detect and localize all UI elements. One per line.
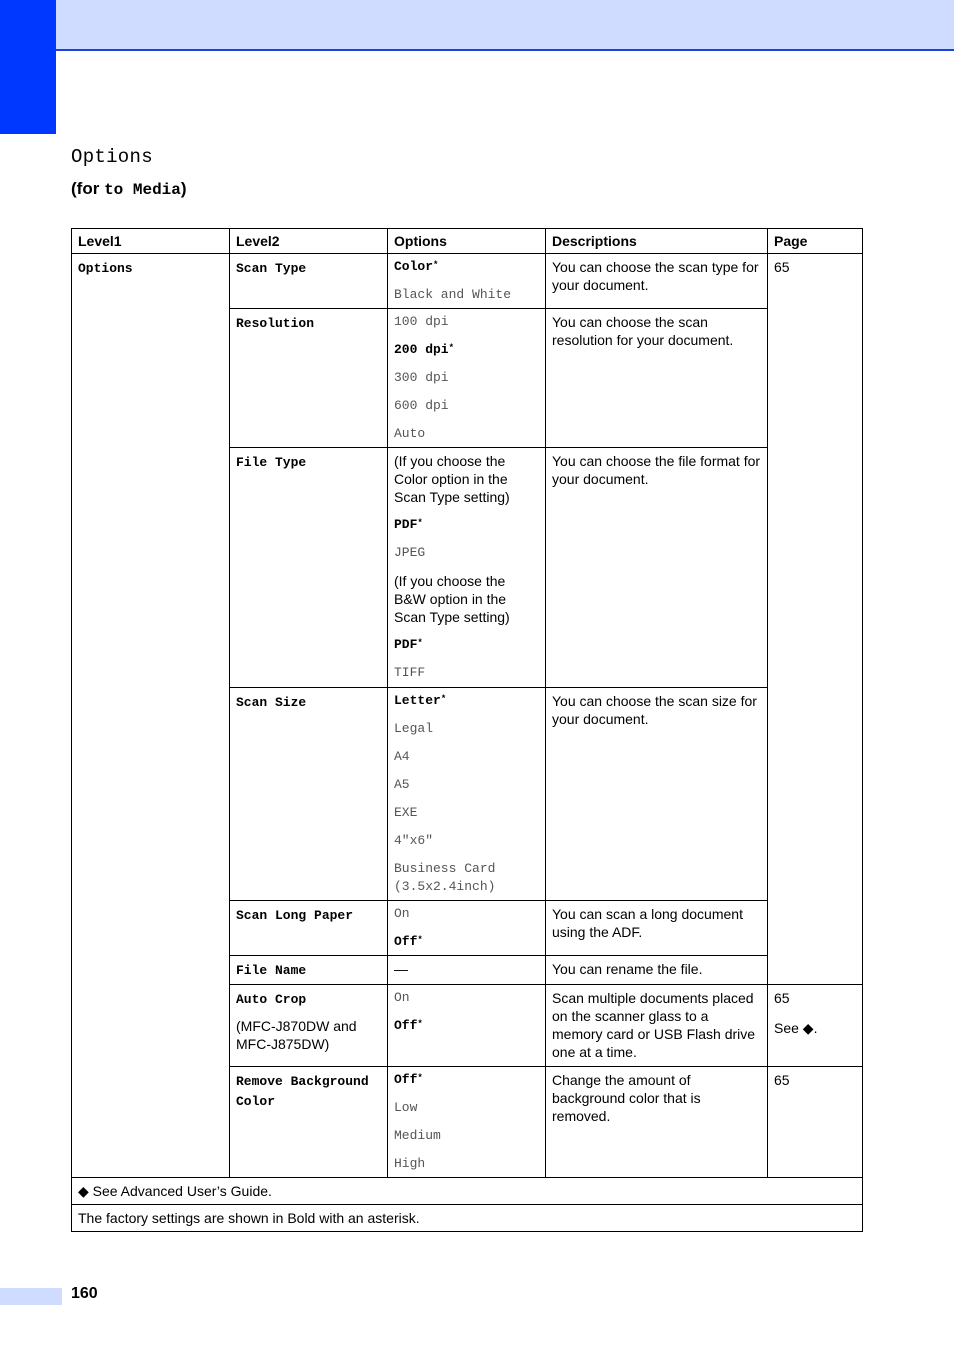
options-cell (388, 985, 546, 1067)
level2-label: Resolution (236, 316, 315, 331)
description-cell: Change the amount of background color that is removed. (546, 1067, 768, 1178)
model-note: (MFC-J870DW and MFC-J875DW) (236, 1018, 357, 1052)
page-number: 160 (71, 1285, 98, 1302)
option: Auto (394, 426, 426, 441)
level2-cell (230, 448, 388, 688)
level2-cell (230, 985, 388, 1067)
options-cell (388, 254, 546, 309)
header-band (0, 0, 954, 51)
option: JPEG (394, 545, 426, 560)
option: TIFF (394, 665, 426, 680)
settings-table (71, 228, 863, 1232)
page-ref: 65 (774, 990, 790, 1006)
description-cell: Scan multiple documents placed on the scanner glass to a memory card or USB Flash drive one at a time. (546, 985, 768, 1067)
description-cell: You can choose the scan type for your document. (546, 254, 768, 309)
level2-label: File Name (236, 963, 307, 978)
option: 4"x6" (394, 833, 434, 848)
option-default: 200 dpi* (394, 342, 455, 357)
col-header-descriptions: Descriptions (546, 229, 768, 254)
description-cell: You can choose the file format for your document. (546, 448, 768, 688)
level2-cell (230, 901, 388, 956)
col-header-level2: Level2 (230, 229, 388, 254)
option-default: Off* (394, 1018, 423, 1033)
footnote-row (72, 1178, 863, 1205)
table-row (72, 254, 863, 309)
option: EXE (394, 805, 418, 820)
level2-label: File Type (236, 455, 307, 470)
level2-label: Scan Type (236, 261, 307, 276)
option: A5 (394, 777, 410, 792)
option-default: Color* (394, 259, 439, 274)
page-ref-see: See ◆. (774, 1020, 818, 1036)
option-default: PDF* (394, 637, 423, 652)
option: 100 dpi (394, 314, 449, 329)
footnote-row (72, 1205, 863, 1232)
level1-label: Options (78, 261, 133, 276)
option-default: PDF* (394, 517, 423, 532)
footnote-factory-settings: The factory settings are shown in Bold with an asterisk. (72, 1205, 863, 1232)
page-number-bar (0, 1288, 62, 1305)
description-cell: You can choose the scan size for your document. (546, 688, 768, 901)
level2-label: Scan Size (236, 695, 307, 710)
col-header-options: Options (388, 229, 546, 254)
options-cell (388, 1067, 546, 1178)
col-header-level1: Level1 (72, 229, 230, 254)
chapter-tab (0, 0, 56, 134)
option: Low (394, 1100, 418, 1115)
section-heading: Options (71, 146, 153, 168)
level2-cell (230, 688, 388, 901)
option-note: (If you choose the B&W option in the Scan Type setting) (394, 573, 510, 625)
option: A4 (394, 749, 410, 764)
section-subheading: (for to Media) (71, 179, 187, 199)
description-cell: You can scan a long document using the ADF. (546, 901, 768, 956)
options-cell (388, 309, 546, 448)
level2-cell (230, 956, 388, 985)
option: Medium (394, 1128, 441, 1143)
option-default: Off* (394, 1072, 423, 1087)
option-note: (If you choose the Color option in the Scan Type setting) (394, 453, 510, 505)
option: 300 dpi (394, 370, 449, 385)
level2-cell (230, 1067, 388, 1178)
option: Business Card (3.5x2.4inch) (394, 861, 496, 894)
level1-cell (72, 254, 230, 1178)
option-default: Off* (394, 934, 423, 949)
option: On (394, 990, 410, 1005)
page-cell: 65 (768, 254, 863, 985)
option: On (394, 906, 410, 921)
page-cell: 65 (768, 1067, 863, 1178)
option: — (394, 961, 408, 977)
description-cell: You can choose the scan resolution for your document. (546, 309, 768, 448)
option-default: Letter* (394, 693, 447, 708)
level2-label: Auto Crop (236, 992, 307, 1007)
options-cell (388, 901, 546, 956)
level2-cell (230, 309, 388, 448)
description-cell: You can rename the file. (546, 956, 768, 985)
level2-label: Scan Long Paper (236, 908, 354, 923)
option: 600 dpi (394, 398, 449, 413)
col-header-page: Page (768, 229, 863, 254)
options-cell (388, 956, 546, 985)
options-cell (388, 688, 546, 901)
option: Legal (394, 721, 434, 736)
level2-label: Remove Background Color (236, 1074, 369, 1109)
table-header-row (72, 229, 863, 254)
level2-cell (230, 254, 388, 309)
option: High (394, 1156, 426, 1171)
options-cell (388, 448, 546, 688)
page-cell (768, 985, 863, 1067)
footnote-advanced-guide: ◆ See Advanced User’s Guide. (72, 1178, 863, 1205)
option: Black and White (394, 287, 512, 302)
